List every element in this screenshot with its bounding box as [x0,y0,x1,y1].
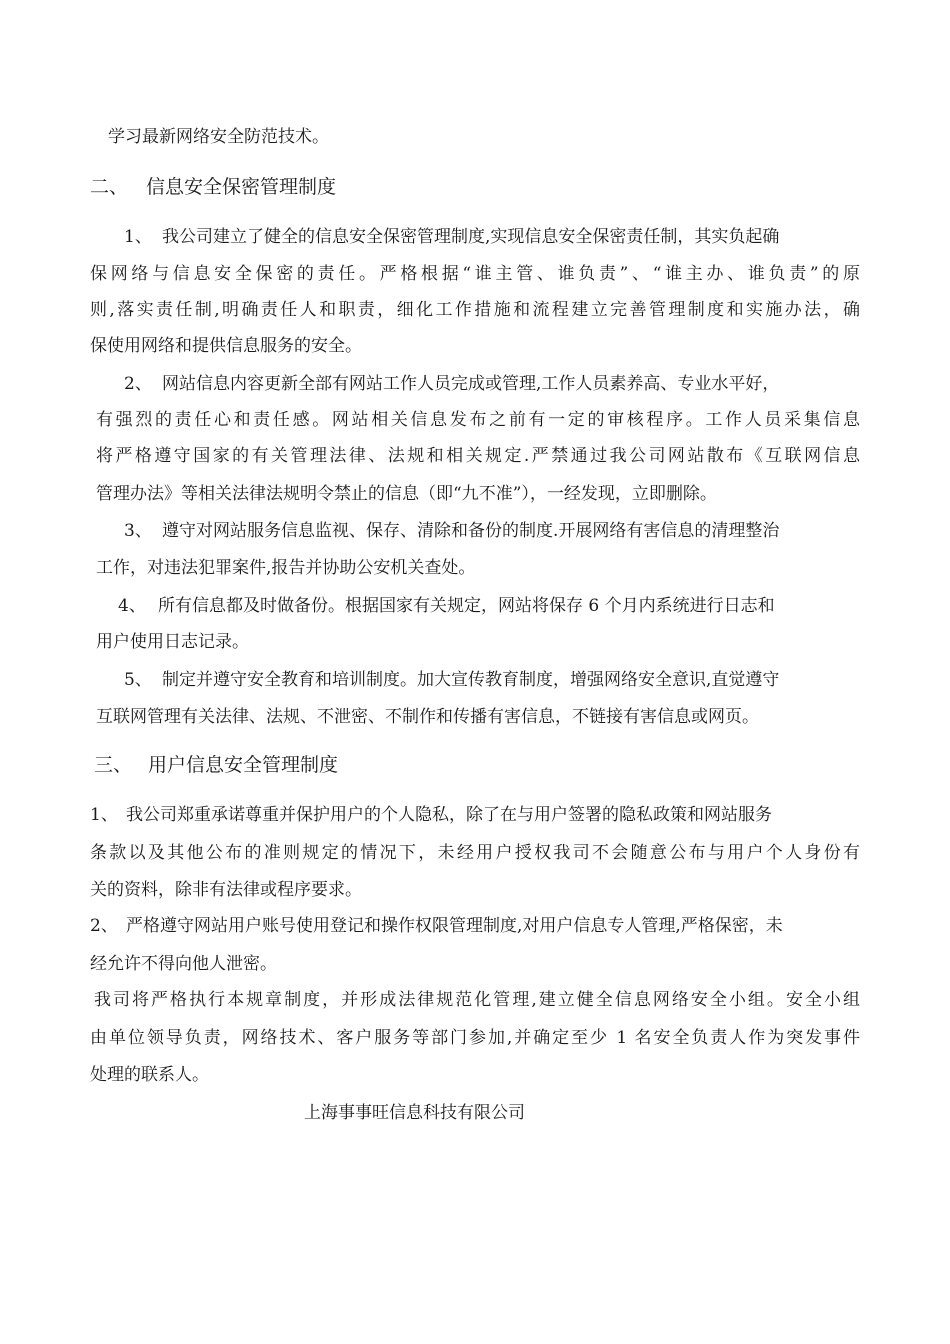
s3-item1-number: 1、 [90,805,118,825]
s2-item3-text-1: 遵守对网站服务信息监视、保存、清除和备份的制度.开展网络有害信息的清理整治 [162,521,780,541]
s2-item4-number: 4、 [118,596,146,616]
closing-line1: 我司将严格执行本规章制度，并形成法律规范化管理,建立健全信息网络安全小组。安全小组 [94,990,860,1010]
s2-item3-number: 3、 [124,521,152,541]
s2-item2-line4: 管理办法》等相关法律法规明令禁止的信息（即“九不准”），一经发现，立即删除。 [96,484,717,504]
s2-item2-line1 [124,372,779,396]
s2-item5-number: 5、 [124,670,152,690]
s3-item1-line1 [90,803,772,827]
s2-item4-line1 [118,594,775,618]
intro-tail-line: 学习最新网络安全防范技术。 [108,127,329,147]
section2-heading [90,174,336,200]
s2-item2-text-1: 网站信息内容更新全部有网站工作人员完成或管理,工作人员素养高、专业水平好， [162,374,780,394]
s2-item2-number: 2、 [124,374,152,394]
s2-item1-number: 1、 [124,227,152,247]
section3-heading [94,752,338,778]
s3-item2-number: 2、 [90,916,118,936]
company-signature: 上海事事旺信息科技有限公司 [304,1103,525,1123]
s3-item2-line1 [90,914,783,938]
s3-item2-text-1: 严格遵守网站用户账号使用登记和操作权限管理制度,对用户信息专人管理,严格保密，未 [126,916,783,936]
closing-line3: 处理的联系人。 [90,1065,209,1085]
section3-title: 用户信息安全管理制度 [148,754,339,776]
s2-item3-line1 [124,519,779,543]
section2-title: 信息安全保密管理制度 [146,176,337,198]
s2-item4-text-1: 所有信息都及时做备份。根据国家有关规定，网站将保存 6 个月内系统进行日志和 [158,596,775,616]
s2-item2-line3: 将严格遵守国家的有关管理法律、法规和相关规定.严禁通过我公司网站散布《互联网信息 [96,446,860,466]
s2-item4-line2: 用户使用日志记录。 [96,632,249,652]
s2-item5-text-1: 制定并遵守安全教育和培训制度。加大宣传教育制度，增强网络安全意识,直觉遵守 [162,670,780,690]
s2-item1-line3: 则,落实责任制,明确责任人和职责，细化工作措施和流程建立完善管理制度和实施办法，确 [90,300,860,320]
s2-item1-text-1: 我公司建立了健全的信息安全保密管理制度,实现信息安全保密责任制，其实负起确 [162,227,780,247]
s2-item1-line4: 保使用网络和提供信息服务的安全。 [90,336,362,356]
closing-line2: 由单位领导负责，网络技术、客户服务等部门参加,并确定至少 1 名安全负责人作为突发事件 [90,1028,860,1048]
s3-item2-line2: 经允许不得向他人泄密。 [90,954,277,974]
s2-item5-line1 [124,668,779,692]
section2-number: 二、 [90,176,129,198]
s2-item3-line2: 工作，对违法犯罪案件,报告并协助公安机关查处。 [96,558,476,578]
s2-item2-line2: 有强烈的责任心和责任感。网站相关信息发布之前有一定的审核程序。工作人员采集信息 [96,410,860,430]
s2-item1-line1 [124,225,779,249]
s2-item5-line2: 互联网管理有关法律、法规、不泄密、不制作和传播有害信息，不链接有害信息或网页。 [96,707,759,727]
s2-item1-line2: 保网络与信息安全保密的责任。严格根据“谁主管、谁负责”、“谁主办、谁负责”的原 [90,264,860,284]
s3-item1-line2: 条款以及其他公布的准则规定的情况下，未经用户授权我司不会随意公布与用户个人身份有 [90,843,860,863]
s3-item1-line3: 关的资料，除非有法律或程序要求。 [90,880,362,900]
s3-item1-text-1: 我公司郑重承诺尊重并保护用户的个人隐私，除了在与用户签署的隐私政策和网站服务 [126,805,772,825]
section3-number: 三、 [94,754,133,776]
